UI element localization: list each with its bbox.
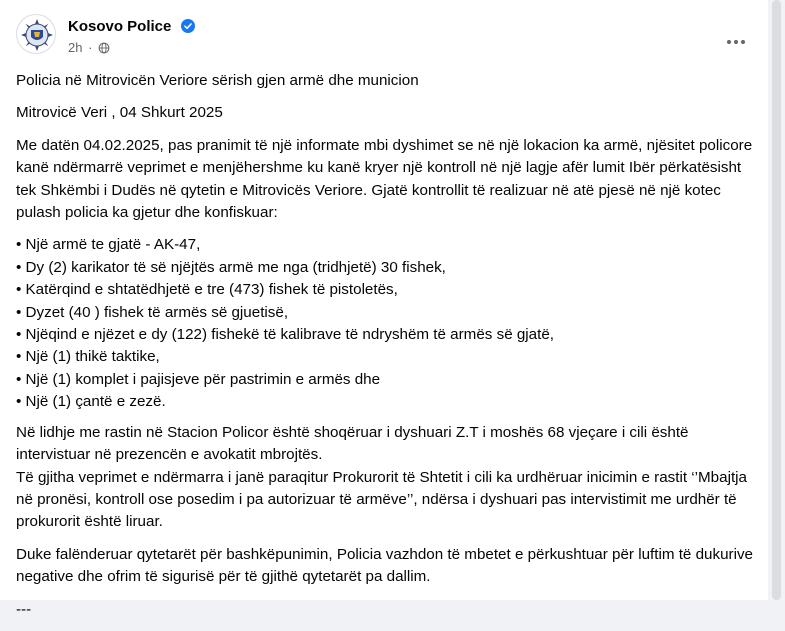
more-options-dot	[741, 40, 745, 44]
more-options-button[interactable]	[722, 34, 750, 50]
confiscated-items-list	[16, 234, 760, 413]
list-item: • Katërqind e shtatëdhjetë e tre (473) fishek të pistoletës,	[16, 279, 760, 301]
post-time[interactable]: 2h	[68, 40, 83, 55]
post-paragraph-1: Me datën 04.02.2025, pas pranimit të një informate mbi dyshimet se në një lokacion ka armë, njësitet policore kanë ndërmarrë veprimet e menjëhershme ku kanë kryer një kontroll në një lagje afër lumit Ibër përkatësisht tek Shkëmbi i Dudës në qytetin e Mitrovicës Veriore. Gjatë kontrollit të realizuar në atë pjesë në një kotec pulash policia ka gjetur dhe konfiskuar:	[16, 136, 753, 222]
list-item: • Një (1) çantë e zezë.	[16, 391, 760, 413]
meta-separator: ·	[88, 40, 93, 55]
list-item: • Dyzet (40 ) fishek të armës së gjuetisë,	[16, 302, 760, 324]
list-item: • Një (1) thikë taktike,	[16, 346, 760, 368]
verified-badge-icon	[181, 19, 195, 33]
post-meta	[68, 40, 110, 55]
list-item: • Njëqind e njëzet e dy (122) fishekë të kalibrave të ndryshëm të armës së gjatë,	[16, 324, 760, 346]
post-paragraph-2	[16, 422, 760, 534]
author-name[interactable]	[68, 18, 195, 35]
post-paragraph-2-line-1: Në lidhje me rastin në Stacion Policor është shoqëruar i dyshuari Z.T i moshës 68 vjeçare i cili është intervistuar në prezencën e avokatit mbrojtës.	[16, 423, 689, 464]
scrollbar-thumb[interactable]	[772, 0, 781, 600]
post-separator: ---	[16, 600, 32, 618]
author-name-text[interactable]: Kosovo Police	[68, 18, 172, 35]
post-dateline: Mitrovicë Veri , 04 Shkurt 2025	[16, 104, 223, 122]
post-header	[16, 14, 756, 62]
list-item: • Një (1) komplet i pajisjeve për pastrimin e armës dhe	[16, 369, 760, 391]
post-paragraph-2-line-2: Të gjitha veprimet e ndërmarra i janë paraqitur Prokurorit të Shtetit i cili ka urdhëruar inicimin e rastit ‘’Mbajtja në pronësi, kontroll ose posedim i pa autorizuar të armëve’’, ndërsa i dyshuari pas intervistimit me urdhër të prokurorit është liruar.	[16, 468, 747, 531]
more-options-dot	[734, 40, 738, 44]
post-title: Policia në Mitrovicën Veriore sërish gjen armë dhe municion	[16, 72, 419, 89]
globe-icon[interactable]	[98, 42, 110, 54]
list-item: • Dy (2) karikator të së njëjtës armë me nga (tridhjetë) 30 fishek,	[16, 257, 760, 279]
list-item: • Një armë te gjatë - AK-47,	[16, 234, 760, 256]
kosovo-police-emblem-icon	[17, 15, 57, 55]
more-options-icon	[727, 40, 731, 44]
post-body	[16, 70, 760, 631]
post-paragraph-3: Duke falënderuar qytetarët për bashkëpunimin, Policia vazhdon të mbetet e përkushtuar për luftim të dukurive negative dhe ofrim të sigurisë për të gjithë qytetarët pa dallim.	[16, 545, 754, 586]
avatar[interactable]	[16, 14, 56, 54]
